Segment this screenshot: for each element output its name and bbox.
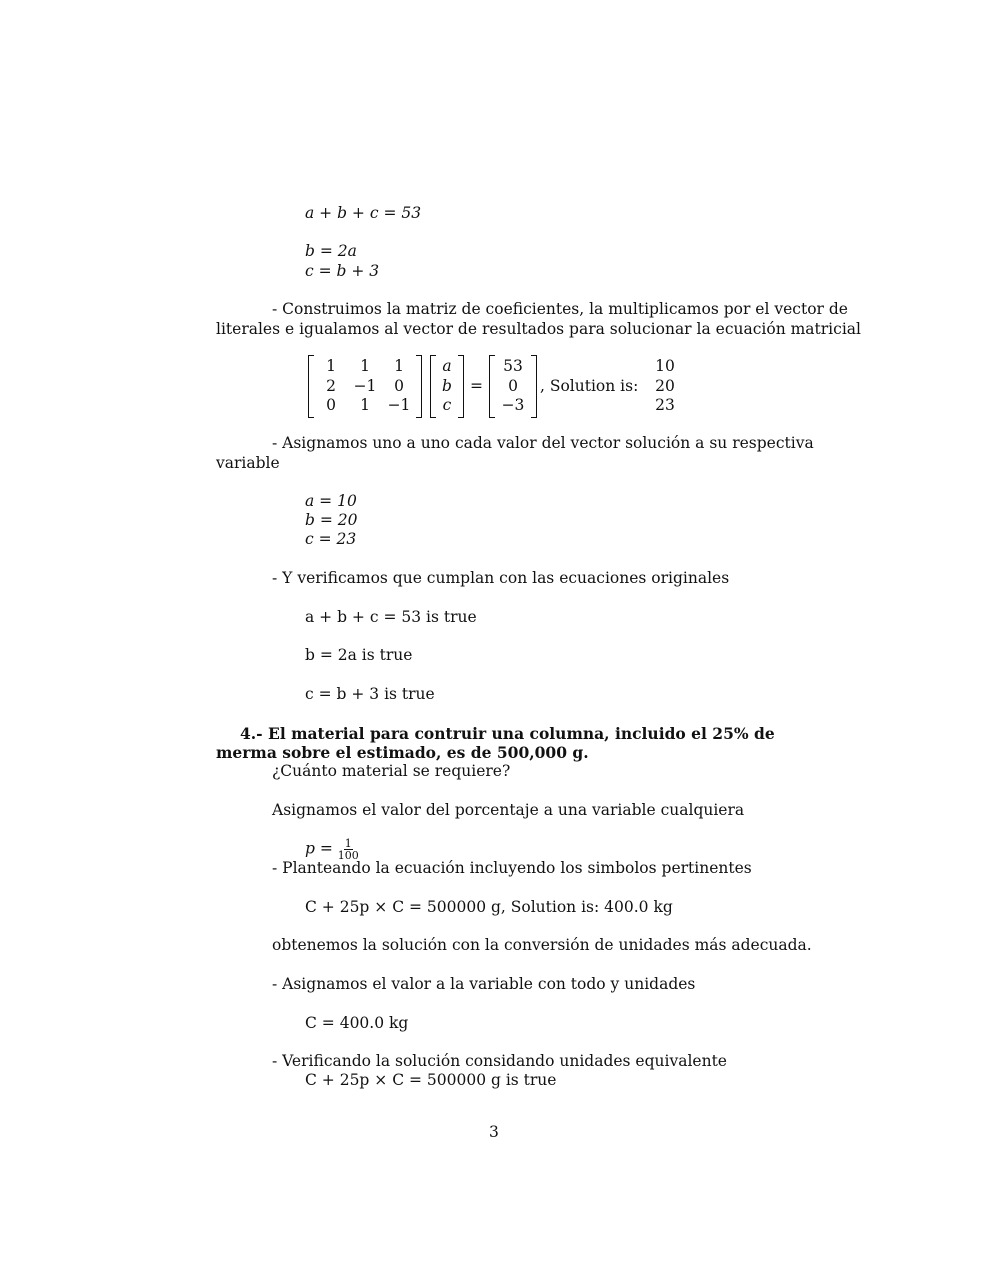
- paragraph-assign-line1: - Asignamos uno a uno cada valor del vector solución a su respectiva: [272, 434, 814, 452]
- equation-c: c = b + 3: [305, 262, 380, 280]
- paragraph-assign-percent: Asignamos el valor del porcentaje a una variable cualquiera: [272, 801, 745, 819]
- paragraph-verify-solution: - Verificando la solución considando unidades equivalente: [272, 1052, 727, 1070]
- matrix-cell: 1: [360, 396, 370, 414]
- paragraph-matrix-line1: - Construimos la matriz de coeficientes, la multiplicamos por el vector de: [272, 300, 848, 318]
- matrix-cell: 1: [360, 357, 370, 375]
- verify-equation: C + 25p × C = 500000 g is true: [305, 1071, 557, 1089]
- paragraph-assign-units: - Asignamos el valor a la variable con todo y unidades: [272, 975, 696, 993]
- problem-heading-line2: merma sobre el estimado, es de 500,000 g.: [216, 743, 589, 762]
- verification-c: c = b + 3 is true: [305, 685, 435, 703]
- verification-sum: a + b + c = 53 is true: [305, 608, 477, 626]
- paragraph-plantea: - Planteando la ecuación incluyendo los simbolos pertinentes: [272, 859, 752, 877]
- paragraph-verify: - Y verificamos que cumplan con las ecuaciones originales: [272, 569, 730, 587]
- problem-heading-line1: 4.- El material para contruir una columna, incluido el 25% de: [240, 724, 775, 743]
- solution-value: 10: [655, 357, 675, 375]
- matrix-cell: 2: [326, 376, 336, 395]
- paragraph-matrix-line2: literales e igualamos al vector de resultados para solucionar la ecuación matricial: [216, 320, 861, 338]
- matrix-cell: −1: [353, 376, 377, 395]
- paragraph-assign-line2: variable: [216, 454, 280, 472]
- fraction-denominator: 100: [337, 849, 359, 862]
- fraction: [338, 838, 359, 861]
- matrix-cell: 0: [326, 396, 336, 414]
- paragraph-obtain: obtenemos la solución con la conversión de unidades más adecuada.: [272, 936, 812, 954]
- fraction-numerator: 1: [344, 837, 352, 850]
- vector-cell: −3: [501, 396, 525, 414]
- percent-lhs: p =: [305, 839, 333, 858]
- vector-cell: 0: [508, 376, 518, 395]
- assignment-a: a = 10: [305, 492, 357, 510]
- vector-cell: 53: [503, 357, 523, 375]
- matrix-equation: [308, 357, 638, 416]
- vector-cell: b: [442, 376, 452, 395]
- assignment-b: b = 20: [305, 511, 358, 529]
- assignment-c: c = 23: [305, 530, 357, 548]
- problem-question: ¿Cuánto material se requiere?: [272, 762, 511, 780]
- solution-label: , Solution is:: [540, 376, 639, 395]
- solution-vector: [654, 357, 676, 416]
- equals-sign: =: [470, 376, 483, 395]
- matrix-cell: 1: [326, 357, 336, 375]
- page-number: 3: [489, 1123, 499, 1141]
- percent-definition: [305, 838, 359, 861]
- equation-sum: a + b + c = 53: [305, 204, 422, 222]
- equation-solution: C + 25p × C = 500000 g, Solution is: 400.0 kg: [305, 898, 673, 916]
- solution-value: 20: [655, 376, 675, 395]
- matrix-cell: 0: [394, 376, 404, 395]
- matrix-cell: 1: [394, 357, 404, 375]
- matrix-cell: −1: [387, 396, 411, 414]
- equation-b: b = 2a: [305, 242, 357, 260]
- solution-value: 23: [655, 396, 675, 414]
- verification-b: b = 2a is true: [305, 646, 413, 664]
- coefficient-matrix: [308, 357, 422, 416]
- c-value: C = 400.0 kg: [305, 1014, 409, 1032]
- vector-cell: a: [442, 357, 452, 375]
- vector-cell: c: [442, 396, 452, 414]
- variable-vector: [430, 357, 464, 416]
- result-vector: [489, 357, 537, 416]
